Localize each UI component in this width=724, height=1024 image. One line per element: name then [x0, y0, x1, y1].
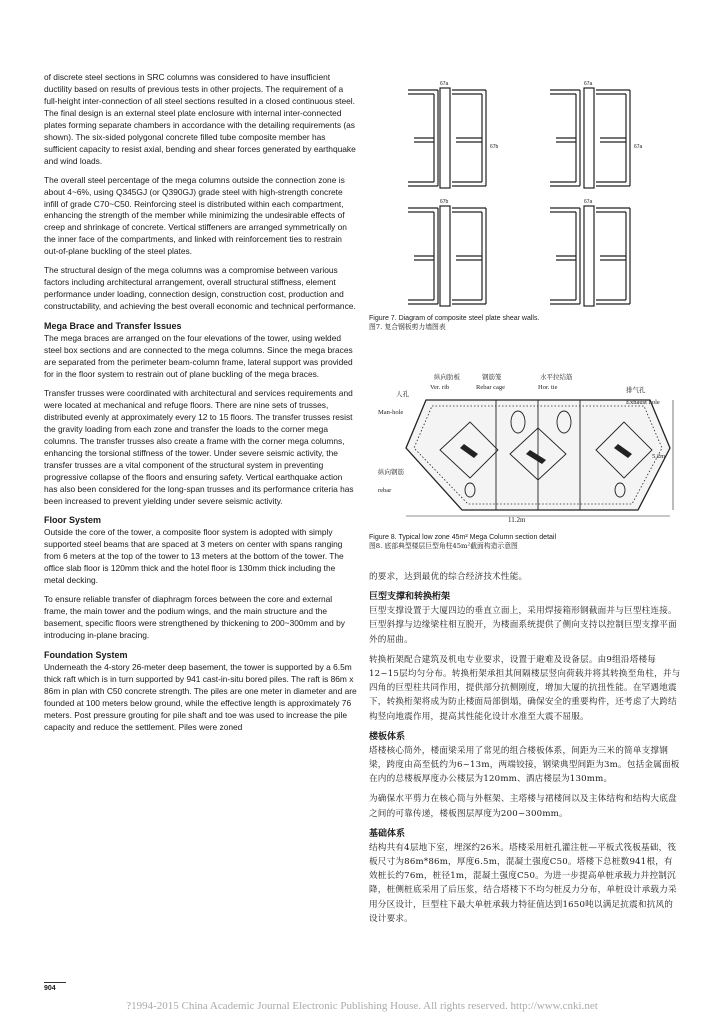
fig8-label: Ver. rib	[430, 384, 450, 391]
paragraph-zh: 结构共有4层地下室，埋深约26米。塔楼采用桩孔灌注桩—平板式筏板基础，筏板尺寸为86m*86m，厚度6.5m，混凝土强度C50。塔楼下总桩数941根，有效桩长约76m，桩径1m，混凝土强度C50。为进一步提高单桩承载力并控制沉降，桩侧桩底采用了后压浆，结合塔楼下不均匀桩反力分布，单桩设计承载力采用分区设计，巨型柱下最大单桩承载力特征值达到1650吨以满足抗震和抗风的设计要求。	[369, 842, 677, 924]
fig8-label: 人孔	[396, 390, 409, 398]
right-column-chinese	[369, 570, 681, 932]
section-heading-zh: 巨型支撑和转换桁架	[369, 592, 451, 603]
fig8-label: Rebar cage	[476, 384, 506, 391]
paragraph: Underneath the 4-story 26-meter deep basement, the tower is supported by a 6.5m thick raft which is in turn supported by 941 cast-in-situ bored piles. The raft is 86m x 86m in plan with C50 concrete strength. The piles are one meter in diameter and are founded at 100 meters below ground, while the effective length is approximately 76 meters. Post pressure grouting for pile shaft and toe was used to increase the pile capacity and reduce the settlement. Piles were zoned	[44, 662, 357, 732]
fig8-label: Hor. tie	[538, 384, 558, 391]
figure-8-caption	[369, 533, 669, 551]
figure-7-diagram	[400, 78, 668, 310]
fig8-label: Exhaust hole	[626, 399, 660, 406]
paragraph: To ensure reliable transfer of diaphragm forces between the core and external frame, the main tower and the podium wings, and the main structure and the basement, specific floors were strengthened by thickening to 200~300mm and by introducing in-plane bracing.	[44, 594, 345, 641]
section-heading-zh: 楼板体系	[369, 731, 406, 742]
section-heading: Floor System	[44, 515, 102, 526]
paragraph-zh: 转换桁架配合建筑及机电专业要求，设置于避难及设备层。由9组沿塔楼每12~15层均匀分布。转换桁架承担其间隔楼层竖向荷载并将其转换至角柱，并与四角的巨型柱共同作用，提供部分抗侧刚度，增加大厦的抗扭性能。在罕遇地震下，转换桁架将成为防止楼面局部倒塌，确保安全的重要构件，还考虑了大跨结构竖向地震作用，提高其性能化设计水准至大震不屈服。	[369, 654, 681, 722]
caption-en: Figure 8. Typical low zone 45m² Mega Column section detail	[369, 534, 557, 541]
left-column	[44, 72, 358, 741]
fig8-label: 排气孔	[626, 386, 646, 394]
fig8-dimension: 5.2m	[652, 453, 666, 460]
fig8-label: rebar	[378, 487, 392, 494]
paragraph-zh: 塔楼核心筒外，楼面梁采用了常见的组合楼板体系，间距为三米的简单支撑钢梁，跨度由高至低约为6~13m，两端铰接，钢梁典型间距为3m。包括金属面板在内的总楼板厚度办公楼层为120mm、酒店楼层为130mm。	[369, 745, 680, 785]
paragraph: The mega braces are arranged on the four elevations of the tower, using welded steel box sections and are connected to the mega columns. Since the mega braces are separated from the perimeter beam-column frame, lateral support was provided for in the floor system to restrain out of plane buckling of the mega braces.	[44, 333, 353, 379]
page-number-rule	[44, 982, 66, 983]
paragraph: The structural design of the mega columns was a compromise between various factors including architectural arrangement, overall structural stiffness, element performance under loading, connection design, construction cost, production and constructability, and achieving the best overall economic and technical performance.	[44, 265, 356, 312]
section-heading-zh: 基础体系	[369, 828, 406, 839]
fig8-width-dimension: 11.2m	[508, 516, 526, 524]
caption-zh: 图8. 底部典型楼层巨型角柱45m²截面构造示意图	[369, 542, 518, 550]
fig8-label: 钢筋笼	[482, 373, 502, 381]
paragraph: Transfer trusses were coordinated with architectural and services requirements and were located at mechanical and refuge floors. There are nine sets of trusses, distributed evenly at approximately every 12 to 15 floors. The transfer trusses resist the gravity loading from each zone and transfer the loads to the corner mega columns. The transfer trusses also create a frame with the corner mega columns, enhancing the torsional stiffness of the tower. Under severe seismic activity, the transfer trusses are a vital component of the structural system in preventing progressive collapse of the floors and ensuring safety. Vertical earthquake action has also been considered for the long-span trusses and its performance criteria has been increased to prevent yielding under severe seismic activity.	[44, 387, 354, 506]
paragraph: The overall steel percentage of the mega columns outside the connection zone is about 4~6%, using Q345GJ (or Q390GJ) grade steel with high-strength concrete infill of grade C70~C50. Reinforcing steel is distributed within each compartment, enhancing the strength of the member while minimizing the undesirable effects of creep and shrinkage of concrete. Vertical stiffeners are arranged symmetrically on the inner face of the compartments, and linked with reinforcement ties to restrain out-of-plane buckling of the steel plates.	[44, 174, 347, 257]
copyright-footer: ?1994-2015 China Academic Journal Electronic Publishing House. All rights reserved. http://www.cnki.net	[126, 1000, 598, 1012]
caption-en: Figure 7. Diagram of composite steel plate shear walls.	[369, 315, 540, 322]
section-heading: Mega Brace and Transfer Issues	[44, 321, 182, 332]
fig8-label: 纵向肋板	[434, 373, 460, 381]
fig7-label: 67a	[634, 144, 643, 150]
caption-zh: 图7. 复合钢板剪力墙图表	[369, 323, 446, 331]
fig7-label: 67a	[584, 199, 593, 205]
figure-8-diagram	[370, 370, 682, 520]
mega-column-section	[370, 370, 682, 520]
fig7-label: 67a	[584, 81, 593, 87]
figure-7-caption	[369, 314, 669, 332]
section-heading: Foundation System	[44, 650, 128, 661]
paragraph-zh: 的要求，达到最优的综合经济技术性能。	[369, 572, 528, 582]
fig8-label: 水平拉结筋	[540, 373, 573, 381]
paragraph-zh: 为确保水平剪力在核心筒与外框架、主塔楼与裙楼间以及主体结构和结构大底盘之间的可靠传递，楼板图层厚度为200~300mm。	[369, 794, 677, 819]
paragraph: Outside the core of the tower, a composite floor system is adopted with simply supported steel beams that are spaced at 3 meters on center with spans ranging from 6 meters at the top of the tower to 13 meters at the bottom of the tower. The office slab floor is 120mm thick and the hotel floor is 130mm thick including the metal decking.	[44, 527, 344, 586]
fig7-label: 67a	[440, 81, 449, 87]
shear-wall-drawing	[400, 78, 668, 310]
fig8-label: Man-hole	[378, 409, 404, 416]
paragraph-zh: 巨型支撑设置于大厦四边的垂直立面上，采用焊接箱形钢截面并与巨型柱连接。巨型斜撑与边缘梁柱相互脱开，为楼面系统提供了侧向支持以控制巨型支撑平面外的屈曲。	[369, 606, 677, 645]
page-number: 904	[44, 985, 56, 992]
fig7-label: 67b	[440, 199, 449, 205]
fig7-label: 67b	[490, 144, 499, 150]
fig8-label: 纵向钢筋	[378, 468, 404, 476]
paragraph: of discrete steel sections in SRC columns was considered to have insufficient ductility based on results of previous tests in other projects. The requirement of a full-height inter-connection of all steel sections resulted in a closed continuous steel. The final design is an external steel plate enclosure with internal inter-connected plates forming separate chambers in accordance with the detailing requirements (as shown). The six-sided polygonal concrete filled tube composite member has sufficient capacity to resist axial, bending and shear forces generated by earthquake and wind loads.	[44, 72, 356, 166]
